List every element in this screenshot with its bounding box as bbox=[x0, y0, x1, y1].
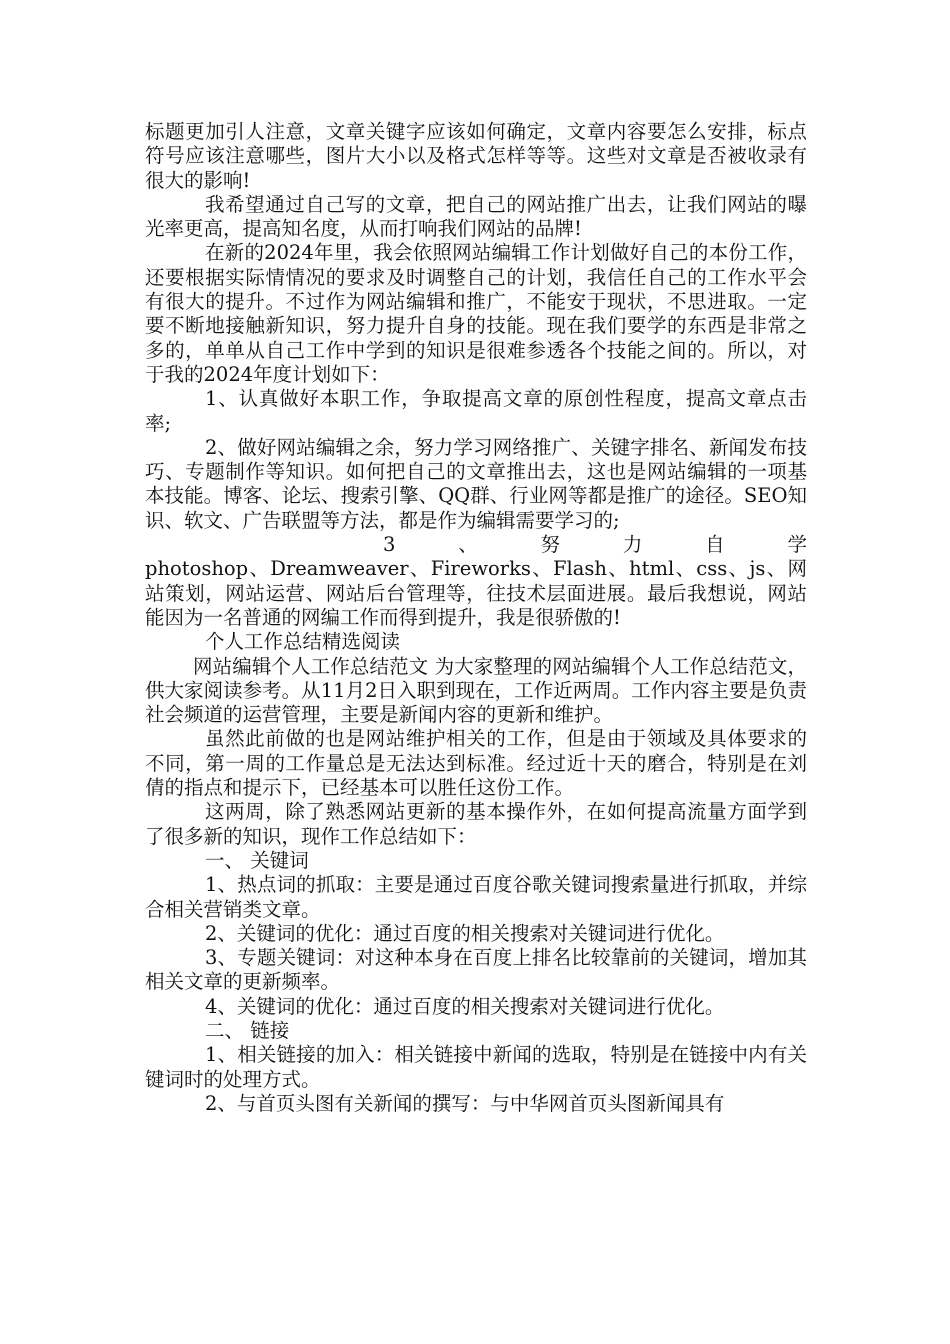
paragraph: 这两周，除了熟悉网站更新的基本操作外，在如何提高流量方面学到了很多新的知识，现作工作总结如下： bbox=[145, 800, 807, 848]
list-item: 2、与首页头图有关新闻的撰写：与中华网首页头图新闻具有 bbox=[205, 1091, 725, 1115]
paragraph: 虽然此前做的也是网站维护相关的工作，但是由于领域及具体要求的不同，第一周的工作量总是无法达到标准。经过近十天的磨合，特别是在刘倩的指点和提示下，已经基本可以胜任这份工作。 bbox=[145, 727, 807, 800]
paragraph: 在新的2024年里，我会依照网站编辑工作计划做好自己的本份工作，还要根据实际情情况的要求及时调整自己的计划，我信任自己的工作水平会有很大的提升。不过作为网站编辑和推广，不能安于现状，不思进取。一定要不断地接触新知识，努力提升自身的技能。现在我们要学的东西是非常之多的，单单从自己工作中学到的知识是很难参透各个技能之间的。所以，对于我的2024年度计划如下： bbox=[145, 241, 807, 386]
list-item: 3、专题关键词：对这种本身在百度上排名比较靠前的关键词，增加其相关文章的更新频率。 bbox=[145, 946, 807, 994]
paragraph: 我希望通过自己写的文章，把自己的网站推广出去，让我们网站的曝光率更高，提高知名度，从而打响我们网站的品牌! bbox=[145, 192, 807, 241]
char: 自 bbox=[705, 533, 725, 557]
list-item-3-heading bbox=[145, 533, 807, 557]
char: 、 bbox=[458, 533, 478, 557]
list-item: 1、相关链接的加入：相关链接中新闻的选取，特别是在链接中内有关键词时的处理方式。 bbox=[145, 1043, 807, 1091]
char: 努 bbox=[540, 533, 561, 557]
list-item: 4、关键词的优化：通过百度的相关搜索对关键词进行优化。 bbox=[205, 994, 725, 1018]
list-item: 1、认真做好本职工作，争取提高文章的原创性程度，提高文章点击率; bbox=[145, 387, 807, 435]
section-heading: 一、 关键词 bbox=[205, 848, 309, 872]
list-item: 1、热点词的抓取：主要是通过百度谷歌关键词搜索量进行抓取，并综合相关营销类文章。 bbox=[145, 873, 807, 921]
list-item: 2、关键词的优化：通过百度的相关搜索对关键词进行优化。 bbox=[205, 921, 725, 945]
paragraph: 标题更加引人注意，文章关键字应该如何确定，文章内容要怎么安排，标点符号应该注意哪些，图片大小以及格式怎样等等。这些对文章是否被收录有很大的影响! bbox=[145, 120, 807, 192]
char: 3 bbox=[383, 533, 396, 557]
paragraph: 网站编辑个人工作总结范文 为大家整理的网站编辑个人工作总结范文，供大家阅读参考。从11月2日入职到现在，工作近两周。工作内容主要是负责社会频道的运营管理，主要是新闻内容的更新和维护。 bbox=[145, 654, 807, 727]
char: 学 bbox=[787, 533, 807, 557]
section-title: 个人工作总结精选阅读 bbox=[205, 630, 401, 654]
section-heading: 二、 链接 bbox=[205, 1018, 290, 1042]
document-page bbox=[145, 120, 807, 1116]
char: 力 bbox=[622, 533, 643, 557]
list-item: 2、做好网站编辑之余，努力学习网络推广、关键字排名、新闻发布技巧、专题制作等知识。如何把自己的文章推出去，这也是网站编辑的一项基本技能。博客、论坛、搜索引擎、QQ群、行业网等都是推广的途径。SEO知识、软文、广告联盟等方法，都是作为编辑需要学习的; bbox=[145, 435, 807, 532]
paragraph: photoshop、Dreamweaver、Fireworks、Flash、html、css、js、网站策划，网站运营、网站后台管理等，往技术层面进展。最后我想说，网站能因为一名普通的网编工作而得到提升，我是很骄傲的! bbox=[145, 557, 807, 629]
